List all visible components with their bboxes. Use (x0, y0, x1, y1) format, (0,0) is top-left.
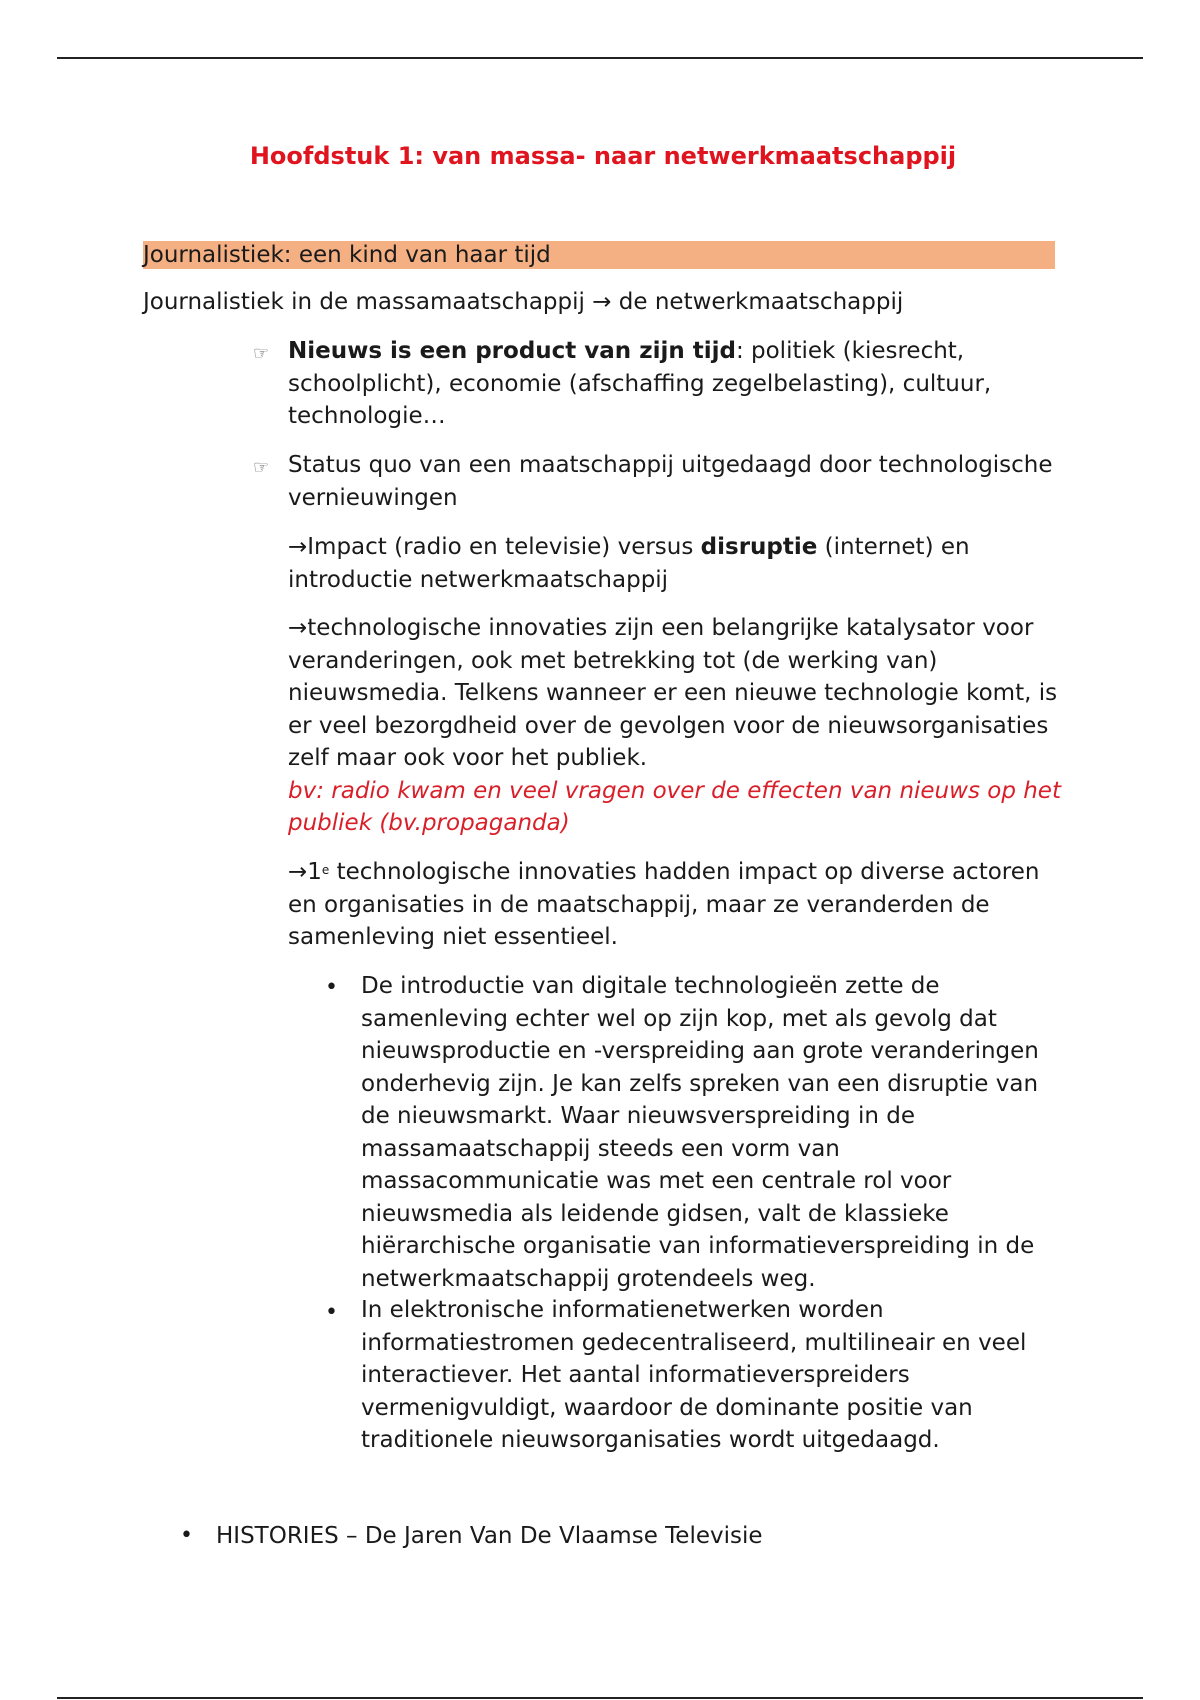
section-heading: Journalistiek: een kind van haar tijd (143, 241, 1055, 269)
bullet-item-1: De introductie van digitale technologieën zette de samenleving echter wel op zijn kop, met als gevolg dat nieuwsproductie en -verspreiding aan grote veranderingen onderhevig zijn. Je kan zelfs spreken van een disruptie van de nieuwsmarkt. Waar nieuwsverspreiding in de massamaatschappij steeds een vorm van massacommunicatie was met een centrale rol voor nieuwsmedia als leidende gidsen, valt de klassieke hiërarchische organisatie van informatieverspreiding in de netwerkmaatschappij grotendeels weg. (361, 973, 1039, 1292)
bullet-dot: • (325, 1300, 338, 1325)
intro-line: Journalistiek in de massamaatschappij → de netwerkmaatschappij (143, 289, 904, 315)
item-1-bold: Nieuws is een product van zijn tijd (288, 338, 736, 364)
bullet-dot: • (180, 1523, 193, 1548)
hand-pointer-icon: ☞ (253, 343, 270, 364)
example-text: bv: radio kwam en veel vragen over de effecten van nieuws op het publiek (bv.propaganda) (288, 777, 1061, 836)
arrow-paragraph-1: →Impact (radio en televisie) versus disruptie (internet) en introductie netwerkmaatschappij (288, 534, 970, 593)
bullet-dot: • (325, 975, 338, 1000)
bottom-rule (57, 1697, 1143, 1699)
item-1-rest: : politiek (kiesrecht, schoolplicht), economie (afschaffing zegelbelasting), cultuur, technologie… (288, 338, 992, 429)
list-item-1 (288, 335, 1068, 433)
bullet-item-2: In elektronische informatienetwerken worden informatiestromen gedecentraliseerd, multilineair en veel interactiever. Het aantal informatieverspreiders vermenigvuldigt, waardoor de dominante positie van traditionele nieuwsorganisaties wordt uitgedaagd. (361, 1297, 1027, 1453)
arrow-paragraph-2: →technologische innovaties zijn een belangrijke katalysator voor veranderingen, ook met betrekking tot (de werking van) nieuwsmedia. Telkens wanneer er een nieuwe technologie komt, is er veel bezorgdheid over de gevolgen voor de nieuwsorganisaties zelf maar ook voor het publiek. bv: radio kwam en veel vragen over de effecten van nieuws op het publiek (bv.propaganda) (288, 615, 1061, 836)
footer-item: HISTORIES – De Jaren Van De Vlaamse Televisie (216, 1523, 763, 1549)
list-item-2: Status quo van een maatschappij uitgedaagd door technologische vernieuwingen (288, 452, 1053, 511)
hand-pointer-icon: ☞ (253, 457, 270, 478)
disruptie-bold: disruptie (700, 534, 818, 560)
arrow-paragraph-3: $\to 1^e$ technologische innovaties hadden impact op diverse actoren en organisaties in de maatschappij, maar ze veranderden de samenleving niet essentieel. (288, 859, 1040, 950)
chapter-title: Hoofdstuk 1: van massa- naar netwerkmaatschappij (249, 142, 957, 170)
top-rule (57, 57, 1143, 59)
